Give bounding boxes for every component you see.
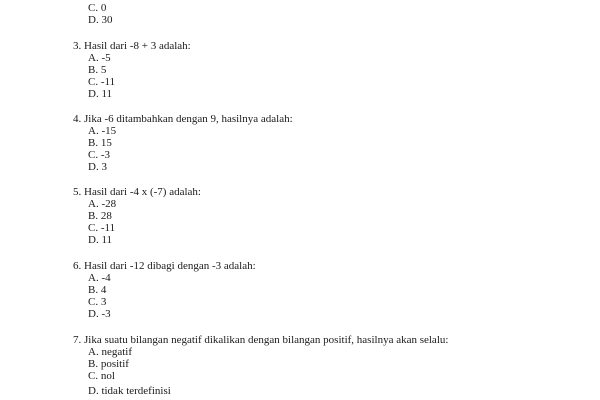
q3-option-b: B. 5	[88, 64, 107, 76]
q5-option-b: B. 28	[88, 210, 112, 222]
q4-option-b: B. 15	[88, 137, 112, 149]
q7-option-c: C. nol	[88, 370, 115, 382]
q5-option-a: A. -28	[88, 198, 117, 210]
q5-option-d: D. 11	[88, 234, 113, 246]
q7-question: 7. Jika suatu bilangan negatif dikalikan dengan bilangan positif, hasilnya akan selalu:	[73, 334, 449, 346]
q7-option-d: D. tidak terdefinisi	[88, 385, 171, 397]
q3-option-c: C. -11	[88, 76, 116, 88]
q5-question: 5. Hasil dari -4 x (-7) adalah:	[73, 186, 201, 198]
q3-option-a: A. -5	[88, 52, 111, 64]
q6-option-a: A. -4	[88, 272, 111, 284]
q2-option-d: D. 30	[88, 14, 113, 26]
q7-option-b: B. positif	[88, 358, 129, 370]
q6-option-b: B. 4	[88, 284, 107, 296]
q6-option-c: C. 3	[88, 296, 107, 308]
q2-option-c: C. 0	[88, 2, 107, 14]
q6-question: 6. Hasil dari -12 dibagi dengan -3 adalah:	[73, 260, 256, 272]
q4-option-a: A. -15	[88, 125, 117, 137]
q4-option-d: D. 3	[88, 161, 107, 173]
q4-option-c: C. -3	[88, 149, 110, 161]
q3-question: 3. Hasil dari -8 + 3 adalah:	[73, 40, 191, 52]
q6-option-d: D. -3	[88, 308, 111, 320]
q3-option-d: D. 11	[88, 88, 113, 100]
q5-option-c: C. -11	[88, 222, 116, 234]
q4-question: 4. Jika -6 ditambahkan dengan 9, hasilnya adalah:	[73, 113, 293, 125]
q7-option-a: A. negatif	[88, 346, 132, 358]
